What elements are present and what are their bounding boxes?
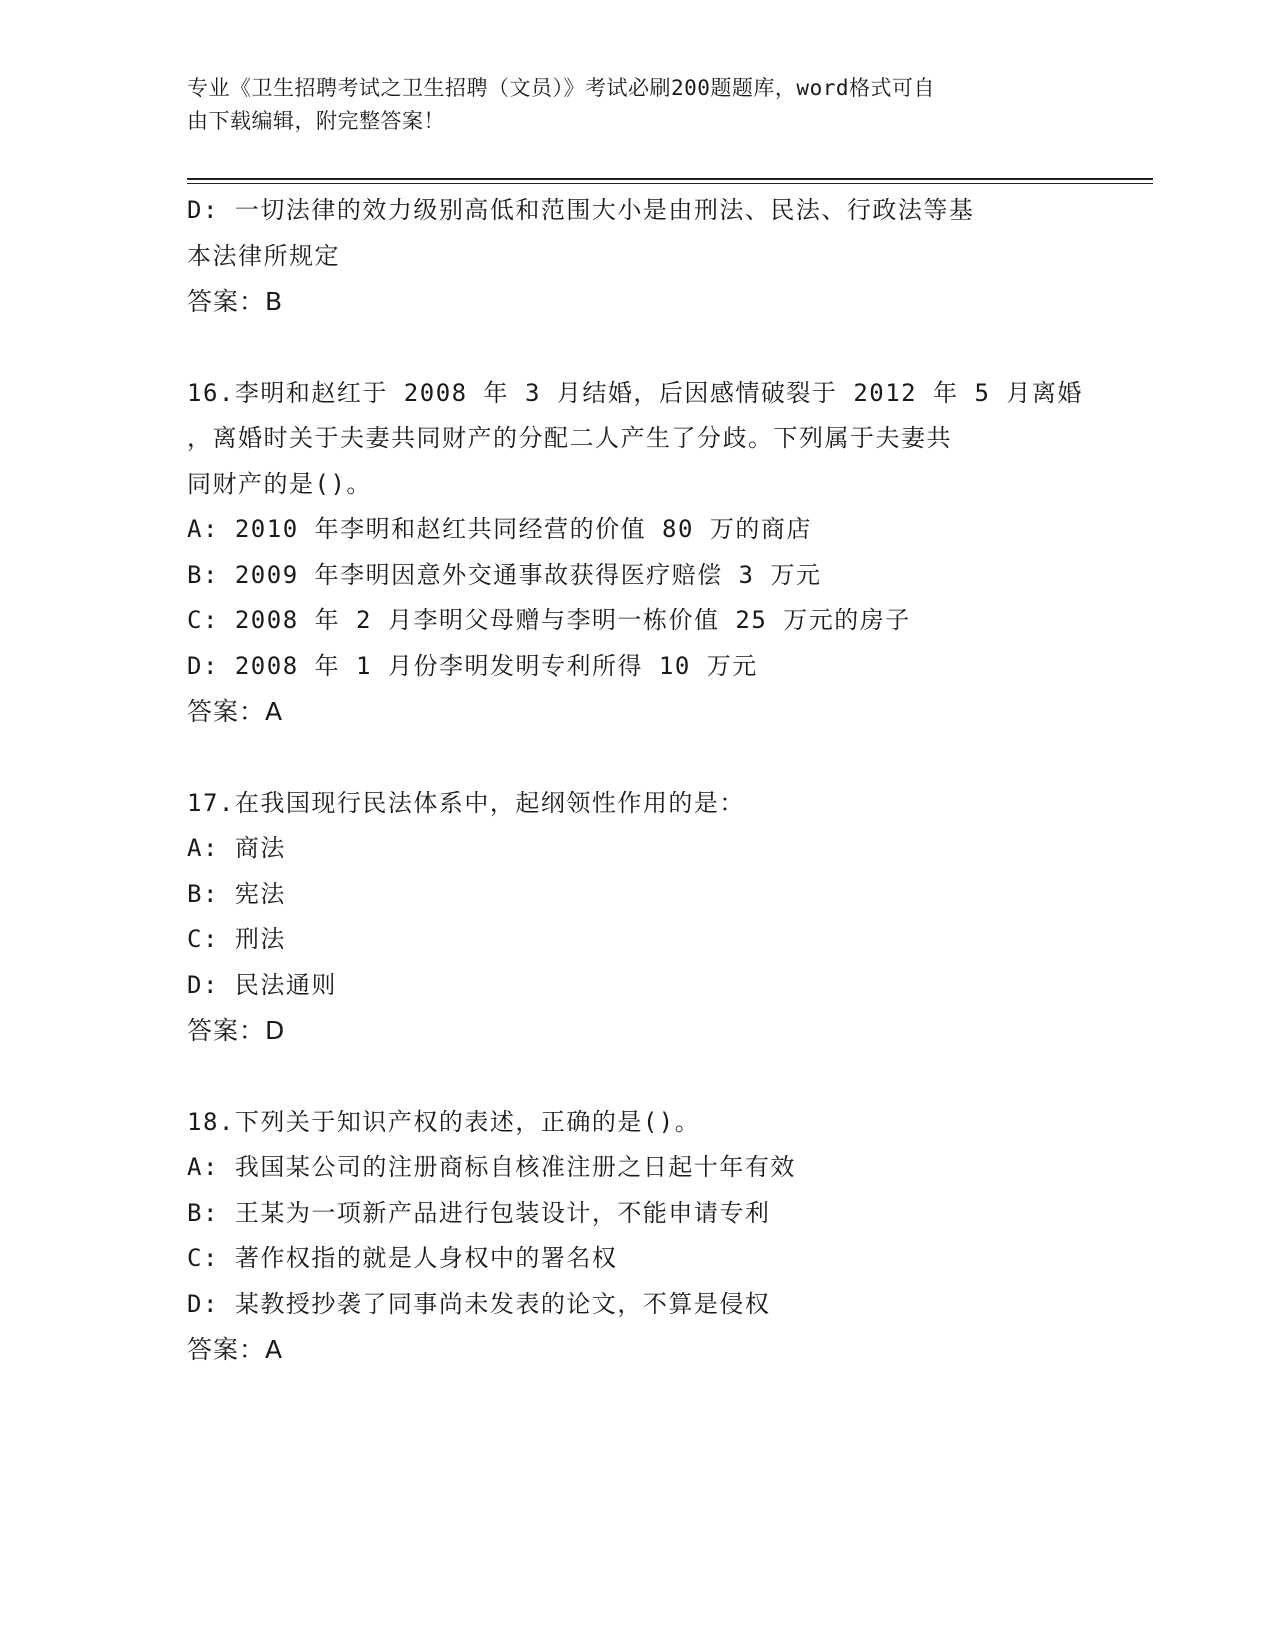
option-c: C: 著作权指的就是人身权中的署名权 <box>187 1244 618 1272</box>
question-17 <box>187 781 1087 1054</box>
header-divider-thin <box>187 183 1153 184</box>
question-content <box>187 188 1087 1373</box>
option-d: D: 2008 年 1 月份李明发明专利所得 10 万元 <box>187 651 758 680</box>
question-16 <box>187 371 1087 735</box>
header-line-2: 由下载编辑，附完整答案！ <box>187 109 445 133</box>
question-spacer <box>187 325 1087 371</box>
question-stem-line: 同财产的是()。 <box>187 469 372 498</box>
option-a: A: 我国某公司的注册商标自核准注册之日起十年有效 <box>187 1153 796 1181</box>
option-a: A: 商法 <box>187 834 286 862</box>
document-header <box>187 72 1087 138</box>
option-c: C: 刑法 <box>187 925 286 953</box>
question-18 <box>187 1100 1087 1373</box>
question-stem-line: 16.李明和赵红于 2008 年 3 月结婚，后因感情破裂于 2012 年 5 月离婚 <box>187 378 1083 407</box>
option-d: D: 民法通则 <box>187 970 337 999</box>
option-b: B: 王某为一项新产品进行包装设计，不能申请专利 <box>187 1198 771 1227</box>
header-divider-thick <box>187 178 1153 180</box>
question-spacer <box>187 1054 1087 1100</box>
header-line-1: 专业《卫生招聘考试之卫生招聘（文员）》考试必刷200题题库，word格式可自 <box>187 76 935 100</box>
option-b: B: 宪法 <box>187 879 286 908</box>
previous-question-tail <box>187 188 1087 325</box>
option-d-line-2: 本法律所规定 <box>187 241 340 270</box>
answer-line: 答案：A <box>187 697 284 726</box>
question-spacer <box>187 735 1087 781</box>
answer-line: 答案：B <box>187 287 284 316</box>
option-d: D: 某教授抄袭了同事尚未发表的论文，不算是侵权 <box>187 1289 771 1318</box>
option-b: B: 2009 年李明因意外交通事故获得医疗赔偿 3 万元 <box>187 560 822 589</box>
question-stem-line: ，离婚时关于夫妻共同财产的分配二人产生了分歧。下列属于夫妻共 <box>187 424 952 452</box>
question-stem-line: 18.下列关于知识产权的表述，正确的是()。 <box>187 1107 701 1136</box>
answer-line: 答案：D <box>187 1016 286 1045</box>
option-c: C: 2008 年 2 月李明父母赠与李明一栋价值 25 万元的房子 <box>187 606 911 634</box>
question-stem-line: 17.在我国现行民法体系中，起纲领性作用的是： <box>187 788 745 817</box>
option-a: A: 2010 年李明和赵红共同经营的价值 80 万的商店 <box>187 515 812 543</box>
answer-line: 答案：A <box>187 1335 284 1364</box>
option-d-line-1: D: 一切法律的效力级别高低和范围大小是由刑法、民法、行政法等基 <box>187 196 975 224</box>
